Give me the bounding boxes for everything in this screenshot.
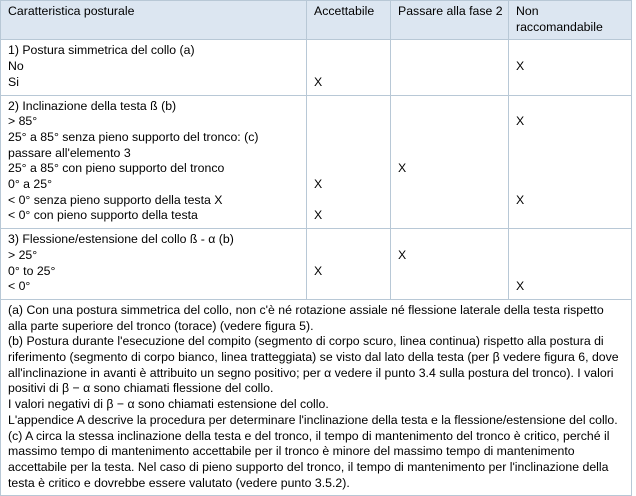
table-header <box>1 1 632 40</box>
column-header-acceptable: Accettabile <box>307 1 391 40</box>
footnote-text: L'appendice A descrive la procedura per determinare l'inclinazione della testa e la flessione/estensione del collo. <box>8 412 618 427</box>
mark-x: X <box>516 279 525 294</box>
option-label: 25° a 85° senza pieno supporto del tronco: (c) <box>8 129 259 144</box>
mark-empty <box>398 208 503 224</box>
option-label: < 0° con pieno supporto della testa <box>8 208 198 223</box>
option-label: No <box>8 59 24 74</box>
mark-spacer <box>398 43 503 59</box>
option-label: > 85° <box>8 114 38 129</box>
block-heading: 2) Inclinazione della testa ß (b) <box>8 98 177 113</box>
mark-empty <box>516 208 626 224</box>
characteristic-cell <box>1 40 307 95</box>
mark-empty <box>398 75 503 91</box>
footnote-row <box>1 299 632 495</box>
block-heading: 3) Flessione/estensione del collo ß - α (b) <box>8 232 234 247</box>
mark-x: X <box>398 161 407 176</box>
table-row <box>1 229 632 300</box>
phase2-mark-cell <box>391 229 509 300</box>
mark-empty <box>516 161 626 177</box>
acceptable-mark-cell <box>307 229 391 300</box>
mark-empty <box>398 146 503 162</box>
mark-spacer <box>398 99 503 115</box>
mark-empty <box>314 248 385 264</box>
mark-empty <box>398 177 503 193</box>
mark-spacer <box>314 99 385 115</box>
column-header-phase2: Passare alla fase 2 <box>391 1 509 40</box>
mark-empty <box>314 130 385 146</box>
column-header-not-recommended: Non raccomandabile <box>509 1 632 40</box>
not-recommended-mark-cell <box>509 40 632 95</box>
table-footnotes <box>1 299 632 495</box>
footnote-text: (a) Con una postura simmetrica del collo, non c'è né rotazione assiale né flessione laterale della testa rispetto alla parte superiore del tronco (torace) (vedere figura 5). <box>8 302 604 333</box>
mark-empty <box>314 114 385 130</box>
mark-empty <box>516 130 626 146</box>
option-label: < 0° senza pieno supporto della testa X <box>8 192 223 207</box>
mark-empty <box>516 75 626 91</box>
mark-x: X <box>314 263 323 278</box>
mark-empty <box>516 146 626 162</box>
column-header-characteristic: Caratteristica posturale <box>1 1 307 40</box>
mark-spacer <box>398 232 503 248</box>
mark-spacer <box>516 43 626 59</box>
mark-empty <box>314 279 385 295</box>
mark-x: X <box>516 114 525 129</box>
mark-x: X <box>398 247 407 262</box>
mark-x: X <box>314 208 323 223</box>
mark-empty <box>398 264 503 280</box>
mark-empty <box>398 279 503 295</box>
footnote-text: (c) A circa la stessa inclinazione della testa e del tronco, il tempo di mantenimento del tronco è critico, perché il massimo tempo di mantenimento accettabile per il tronco è minore del massimo tempo di mantenimento accettabile per la testa. Nel caso di pieno supporto del tronco, il tempo di mantenimento per l'inclinazione della testa è critico e dovrebbe essere valutato (vedere punto 3.5.2). <box>8 428 610 490</box>
mark-empty <box>398 114 503 130</box>
footnote-cell <box>1 299 632 495</box>
mark-empty <box>314 193 385 209</box>
mark-empty <box>314 146 385 162</box>
mark-empty <box>398 59 503 75</box>
phase2-mark-cell <box>391 95 509 229</box>
mark-empty <box>398 193 503 209</box>
footnote-text: I valori negativi di β − α sono chiamati estensione del collo. <box>8 397 329 412</box>
block-heading: 1) Postura simmetrica del collo (a) <box>8 43 195 58</box>
characteristic-cell <box>1 229 307 300</box>
acceptable-mark-cell <box>307 40 391 95</box>
mark-empty <box>398 130 503 146</box>
option-label: 0° a 25° <box>8 177 53 192</box>
table-body <box>1 40 632 300</box>
mark-empty <box>314 161 385 177</box>
option-label: < 0° <box>8 279 31 294</box>
mark-x: X <box>516 59 525 74</box>
mark-spacer <box>314 43 385 59</box>
not-recommended-mark-cell <box>509 95 632 229</box>
mark-x: X <box>314 74 323 89</box>
not-recommended-mark-cell <box>509 229 632 300</box>
characteristic-cell <box>1 95 307 229</box>
mark-empty <box>516 177 626 193</box>
mark-empty <box>516 248 626 264</box>
option-label: 0° to 25° <box>8 263 56 278</box>
option-label: > 25° <box>8 247 38 262</box>
table-row <box>1 95 632 229</box>
mark-empty <box>314 59 385 75</box>
footnote-text: (b) Postura durante l'esecuzione del compito (segmento di corpo scuro, linea continua) rispetto alla postura di riferimento (segmento di corpo bianco, linea tratteggiata) se visto dal lato della testa (per β vedere figura 6, dove all'inclinazione in avanti è attribuito un segno positivo; per α vedere il punto 3.4 sulla postura del tronco). I valori positivi di β − α sono chiamati flessione del collo. <box>8 334 619 396</box>
mark-empty <box>516 264 626 280</box>
mark-spacer <box>516 232 626 248</box>
header-row <box>1 1 632 40</box>
table-row <box>1 40 632 95</box>
option-label: 25° a 85° con pieno supporto del tronco <box>8 161 225 176</box>
option-label: Si <box>8 74 19 89</box>
mark-x: X <box>314 176 323 191</box>
phase2-mark-cell <box>391 40 509 95</box>
mark-spacer <box>314 232 385 248</box>
mark-x: X <box>516 192 525 207</box>
mark-spacer <box>516 99 626 115</box>
acceptable-mark-cell <box>307 95 391 229</box>
option-label: passare all'elemento 3 <box>8 145 131 160</box>
